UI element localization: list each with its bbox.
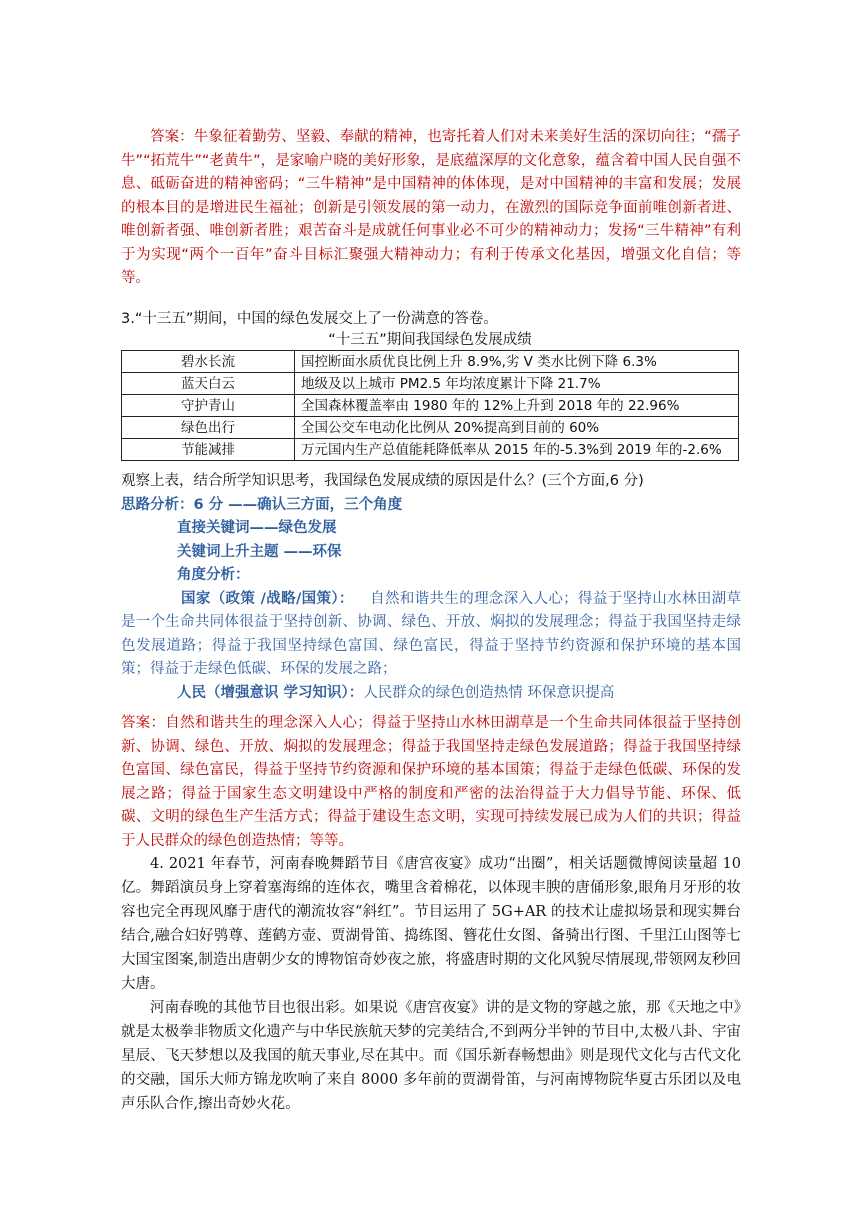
analysis-title: 思路分析：6 分 ——确认三方面，三个角度 [121, 496, 403, 513]
country-label: 国家（政策 /战略/国策）： [181, 590, 354, 607]
table-cell-category: 绿色出行 [122, 417, 295, 439]
table-row [122, 439, 739, 461]
table-cell-achievement: 地级及以上城市 PM2.5 年均浓度累计下降 21.7% [295, 373, 739, 395]
answer-block-2 [121, 712, 741, 853]
question-text: 观察上表，结合所学知识思考，我国绿色发展成绩的原因是什么？(三个方面,6 分) [121, 473, 644, 489]
table-row [122, 373, 739, 395]
table-cell-category: 守护青山 [122, 395, 295, 417]
country-text: 自然和谐共生的理念深入人心；得益于坚持山水林田湖草是一个生命共同体很益于坚持创新、协调、绿色、开放、焖拟的发展理念；得益于我国坚持走绿色发展道路；得益于我国坚持绿色富国、绿色富民，得益于坚持节约资源和保护环境的基本国策；得益于走绿色低碳、环保的发展之路； [121, 590, 742, 677]
country-analysis [121, 588, 741, 682]
angle-analysis-label: 角度分析： [177, 567, 250, 583]
question-3-stem: 3.“十三五”期间，中国的绿色发展交上了一份满意的答卷。 [121, 311, 498, 327]
answer-block-1 [121, 126, 741, 291]
people-analysis [121, 682, 741, 706]
keyword-theme: 关键词上升主题 ——环保 [177, 543, 342, 560]
table-cell-achievement: 全国森林覆盖率由 1980 年的 12%上升到 2018 年的 22.96% [295, 395, 739, 417]
keyword-direct: 直接关键词——绿色发展 [177, 520, 337, 536]
table-cell-achievement: 全国公交车电动化比例从 20%提高到目前的 60% [295, 417, 739, 439]
table-row [122, 417, 739, 439]
table-cell-category: 蓝天白云 [122, 373, 295, 395]
table-title: “十三五”期间我国绿色发展成绩 [328, 332, 532, 348]
question-4-block [121, 852, 741, 1116]
table-cell-category: 节能减排 [122, 439, 295, 461]
question-3-block [121, 470, 741, 705]
table-cell-category: 碧水长流 [122, 351, 295, 373]
people-text: 人民群众的绿色创造热情 环保意识提高 [363, 684, 615, 701]
question-4-paragraph-1: 4. 2021 年春节，河南春晚舞蹈节目《唐宫夜宴》成功“出圈”，相关话题微博阅读量超 10 亿。舞蹈演员身上穿着塞海绵的连体衣，嘴里含着棉花，以体现丰腴的唐俑形象,眼角月牙形的妆容也完全再现风靡于唐代的潮流妆容“斜红”。节目运用了 5G+AR 的技术让虚拟场景和现实舞台结合,融合妇好鸮尊、莲鹤方壶、贾湖骨笛、捣练图、簪花仕女图、备骑出行图、千里江山图等七大国宝图案,制造出唐朝少女的博物馆奇妙夜之旅，将盛唐时期的文化风貌尽情展现,带领网友秒回大唐。 [121, 856, 741, 992]
green-development-table [121, 350, 739, 461]
table-row [122, 395, 739, 417]
question-4-paragraph-2: 河南春晚的其他节目也很出彩。如果说《唐宫夜宴》讲的是文物的穿越之旅，那《天地之中》就是太极拳非物质文化遗产与中华民族航天梦的完美结合,不到两分半钟的节目中,太极八卦、宇宙星辰、飞天梦想以及我国的航天事业,尽在其中。而《国乐新春畅想曲》则是现代文化与古代文化的交融，国乐大师方锦龙吹响了来自 8000 多年前的贾湖骨笛，与河南博物院华夏古乐团以及电声乐队合作,擦出奇妙火花。 [121, 1000, 741, 1112]
table-cell-achievement: 万元国内生产总值能耗降低率从 2015 年的-5.3%到 2019 年的-2.6% [295, 439, 739, 461]
table-cell-achievement: 国控断面水质优良比例上升 8.9%,劣 V 类水比例下降 6.3% [295, 351, 739, 373]
answer-text: 答案：自然和谐共生的理念深入人心；得益于坚持山水林田湖草是一个生命共同体很益于坚持创新、协调、绿色、开放、焖拟的发展理念；得益于我国坚持走绿色发展道路；得益于我国坚持绿色富国、绿色富民，得益于坚持节约资源和保护环境的基本国策；得益于走绿色低碳、环保的发展之路；得益于国家生态文明建设中严格的制度和严密的法治得益于大力倡导节能、环保、低碳、文明的绿色生产生活方式；得益于建设生态文明，实现可持续发展已成为人们的共识；得益于人民群众的绿色创造热情；等等。 [121, 715, 741, 849]
answer-text: 答案：牛象征着勤劳、坚毅、奉献的精神，也寄托着人们对未来美好生活的深切向往；“孺子牛”“拓荒牛”“老黄牛”，是家喻户晓的美好形象，是底蕴深厚的文化意象，蕴含着中国人民自强不息、砥砺奋进的精神密码；“三牛精神”是中国精神的体体现，是对中国精神的丰富和发展；发展的根本目的是增进民生福祉；创新是引领发展的第一动力，在激烈的国际竞争面前唯创新者进、唯创新者强、唯创新者胜；艰苦奋斗是成就任何事业必不可少的精神动力；发扬“三牛精神”有利于为实现“两个一百年”奋斗目标汇聚强大精神动力；有利于传承文化基因，增强文化自信；等等。 [121, 129, 741, 286]
table-row [122, 351, 739, 373]
people-label: 人民（增强意识 学习知识）： [177, 684, 364, 701]
